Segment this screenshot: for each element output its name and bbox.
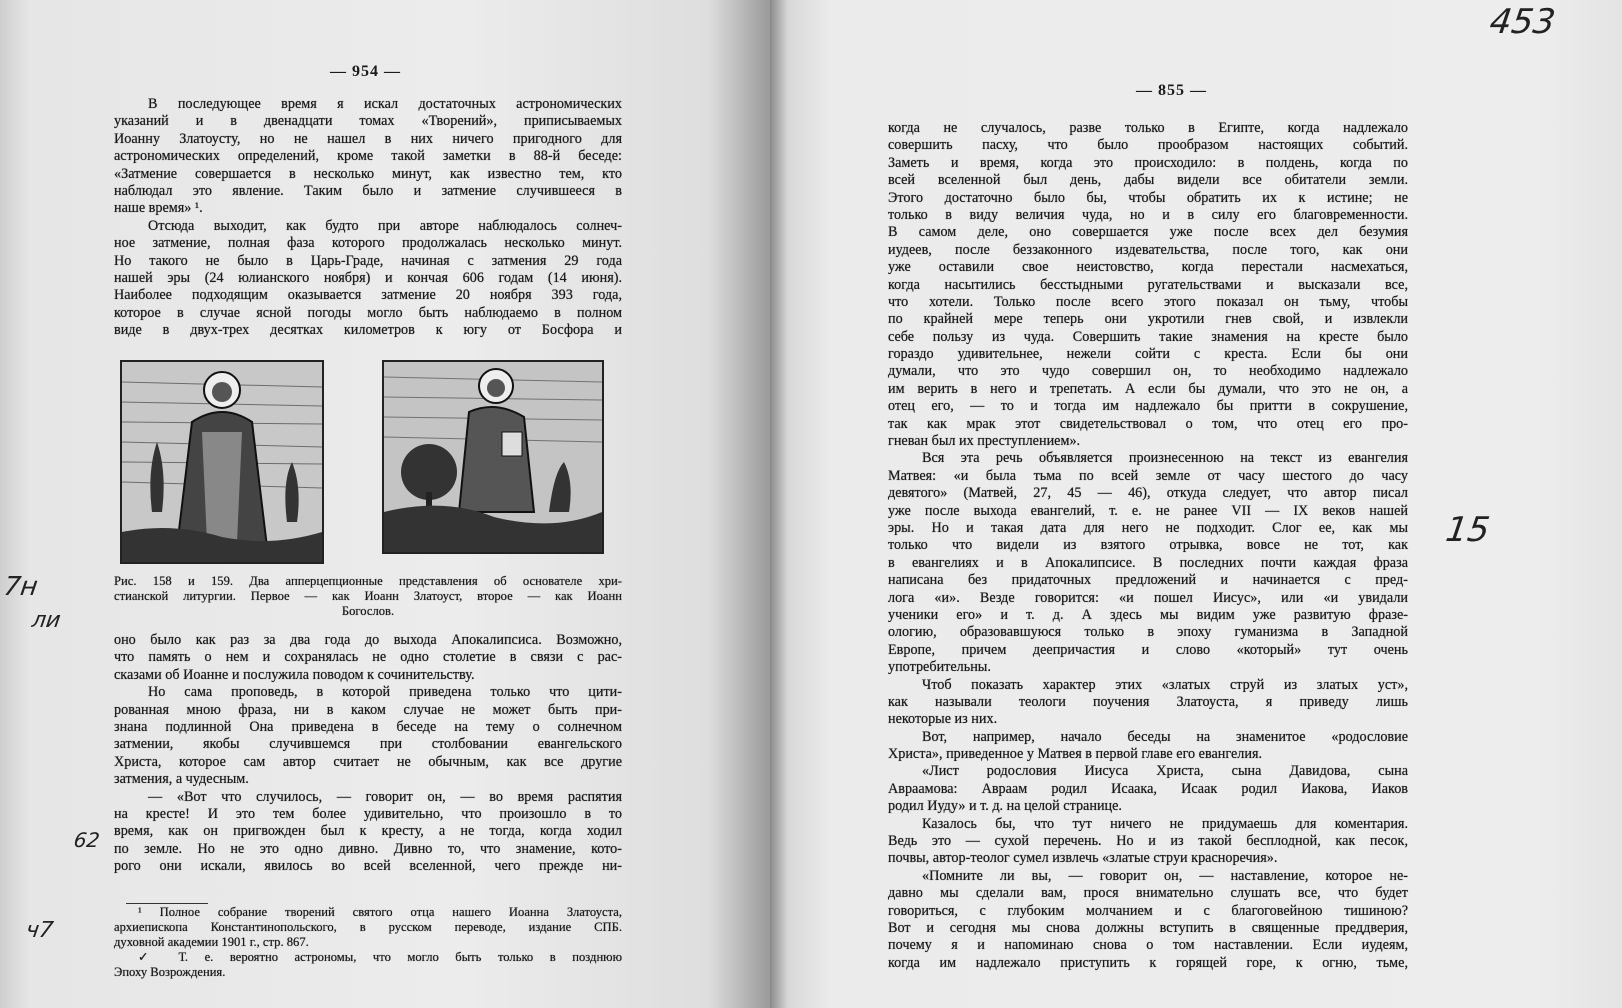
text-line: только что видели из взятого отрывка, вовсе не тот, как — [888, 537, 1408, 554]
right-text-block — [888, 120, 1408, 972]
paragraph — [114, 96, 622, 218]
text-line: давно мы сделали вам, прося внимательно слушать все, что будет — [888, 885, 1408, 902]
text-line: совершить пасху, что было прообразом настоящих событий. — [888, 137, 1408, 154]
text-line: указаний и в двенадцати томах «Творений», приписываемых — [114, 113, 622, 130]
text-line: ¹ Полное собрание творений святого отца нашего Иоанна Златоуста, — [138, 905, 622, 919]
text-line: по крайней мере теперь они укротили гнев свой, и извлекли — [888, 311, 1408, 328]
text-line: написана без придаточных предложений и начинается с пред- — [888, 572, 1408, 589]
text-line: Вот и сегодня мы снова должны вступить в священные преддверия, — [888, 919, 1408, 936]
right-page — [770, 0, 1622, 1008]
text-line: «Затмение совершается в несколько минут, как известно тем, кто — [114, 165, 622, 182]
text-line: оно было как раз за два года до выхода Апокалипсиса. Возможно, — [114, 632, 622, 648]
text-line: наблюдал это явление. Таким было и затмение случившееся в — [114, 182, 622, 199]
text-line: ✓ Т. е. вероятно астрономы, что могло быть только в позднюю — [138, 950, 622, 964]
page-number-left: — 954 — — [330, 63, 401, 80]
text-line: лога «и». Везде говорится: «и пошел Иисус», или «и увидали — [888, 589, 1408, 606]
figure-158-john-chrysostom — [120, 360, 324, 564]
paragraph — [114, 905, 622, 950]
text-line: эры. Но и такая дата для него не подходит. Слог ее, как мы — [888, 519, 1408, 536]
text-line: когда не случалось, разве только в Египте, когда надлежало — [888, 120, 1408, 136]
text-line: всей вселенной был день, дабы видели все обитатели земли. — [888, 172, 1408, 189]
text-line: «Лист родословия Иисуса Христа, сына Давидова, сына — [922, 763, 1408, 780]
text-line: по земле. Но не это одно дивно. Дивно то, что знамение, кото- — [114, 840, 622, 857]
margin-note: 62 — [72, 828, 102, 852]
text-line: Ведь это — сухой перечень. Но и из такой бесплодной, как песок, — [888, 833, 1408, 850]
text-line: ологию, образовавшуюся только в эпоху гуманизма в Западной — [888, 624, 1408, 641]
paragraph — [114, 950, 622, 980]
woodcut-saint-icon — [384, 362, 602, 552]
text-line: ное затмение, полная фаза которого продолжалась несколько минут. — [114, 235, 622, 252]
text-line: что хотели. Только после всего этого показал он тьму, чтобы — [888, 293, 1408, 310]
text-line: Заметь и время, когда это происходило: в полдень, когда по — [888, 154, 1408, 171]
paragraph — [888, 120, 1408, 450]
text-line: «Помните ли вы, — говорит он, — наставление, которое не- — [922, 867, 1408, 884]
text-line: Но такого не было в Царь-Граде, начиная с затмения 29 года — [114, 252, 622, 269]
text-line: время, как он пригвожден был к кресту, а не тогда, когда ходил — [114, 823, 622, 840]
text-line: нашей эры (24 юлианского ноября) и кончая 606 годам (14 июня). — [114, 269, 622, 286]
text-line: Вся эта речь объявляется произнесенною на текст из евангелия — [922, 450, 1408, 467]
text-line: употребительны. — [888, 659, 991, 676]
text-line: отец его, — то и тогда им надлежало бы притти в сокрушение, — [888, 398, 1408, 415]
text-line: Европе, причем деепричастия и слово «который» тут очень — [888, 641, 1408, 658]
left-page — [0, 0, 770, 1008]
figure-159-john-theologian — [382, 360, 604, 554]
caption-line: стианской литургии. Первое — как Иоанн Златоуст, второе — как Иоанн — [114, 589, 622, 603]
text-line: — «Вот что случилось, — говорит он, — во время распятия — [148, 788, 622, 805]
text-line: наше время» ¹. — [114, 200, 203, 217]
text-line: Авраамова: Авраам родил Исаака, Исаак родил Иакова, Иаков — [888, 780, 1408, 797]
text-line: духовной академии 1901 г., стр. 867. — [114, 935, 309, 949]
text-line: виде в двух-трех десятках километров к югу от Босфора и — [114, 322, 622, 339]
text-line: ученики его» и т. д. А здесь мы видим уже развитую фразе- — [888, 606, 1408, 623]
text-line: почвы, автор-теолог сумел извлечь «златые струи красноречия». — [888, 850, 1278, 867]
paragraph — [888, 450, 1408, 676]
text-line: Христа», приведенное у Матвея в первой главе его евангелия. — [888, 746, 1263, 763]
margin-note: 453 — [1487, 2, 1558, 42]
text-line: В последующее время я искал достаточных астрономических — [148, 96, 622, 112]
text-line: астрономических определений, кроме такой заметки в 88-й беседе: — [114, 148, 622, 165]
text-line: когда им надлежало приступить к горящей горе, к огню, тьме, — [888, 954, 1408, 971]
text-line: сказами об Иоанне и послужила поводом к сочинительству. — [114, 666, 475, 683]
text-line: когда насытились бесстыдными ругательствами и высказали все, — [888, 276, 1408, 293]
paragraph — [114, 632, 622, 684]
footnotes — [114, 905, 622, 980]
margin-note: ли — [30, 608, 63, 633]
text-line: Христа, которое сам автор считает не обычным, как все другие — [114, 753, 622, 770]
caption-line: Богослов. — [341, 604, 395, 618]
paragraph — [888, 677, 1408, 729]
left-text-block-2 — [114, 632, 622, 875]
text-line: некоторые из них. — [888, 711, 998, 728]
text-line: уже после выхода евангелий, т. е. не ранее VII — IX веков нашей — [888, 502, 1408, 519]
text-line: затмения, а чудесным. — [114, 771, 249, 788]
text-line: Отсюда выходит, как будто при авторе наблюдалось солнеч- — [148, 217, 622, 234]
text-line: Иоанну Златоусту, но не нашел в них ничего пригодного для — [114, 130, 622, 147]
paragraph — [114, 684, 622, 788]
left-text-block-1 — [114, 96, 622, 339]
paragraph — [114, 789, 622, 876]
paragraph — [888, 729, 1408, 764]
text-line: Казалось бы, что тут ничего не придумаешь для коментария. — [922, 815, 1408, 832]
paragraph — [888, 763, 1408, 815]
text-line: Но сама проповедь, в которой приведена только что цити- — [148, 684, 622, 701]
text-line: рованная мною фраза, ни в каком случае не может быть при- — [114, 701, 622, 718]
text-line: Вот, например, начало беседы на знаменитое «родословие — [922, 728, 1408, 745]
margin-note: 7н — [1, 572, 40, 602]
figure-caption — [114, 574, 622, 619]
text-line: так как мрак этот свидетельствовал о том, что отец его про- — [888, 415, 1408, 432]
text-line: Матвея: «и была тьма по всей земле от часу шестого до часу — [888, 467, 1408, 484]
text-line: в евангелиях и в Апокалипсисе. В последних почти каждая фраза — [888, 554, 1408, 571]
text-line: иудеев, после беззаконного издевательства, после того, как они — [888, 241, 1408, 258]
text-line: Наиболее подходящим оказывается затмение 20 ноября 393 года, — [114, 287, 622, 304]
text-line: гораздо удивительнее, нежели сойти с креста. Если бы они — [888, 346, 1408, 363]
text-line: как называли теологи поучения Златоуста, я приведу лишь — [888, 693, 1408, 710]
text-line: им верить в него и трепетать. А если бы думали, что это не он, а — [888, 380, 1408, 397]
text-line: уже оставили свое неистовство, когда перестали насмехаться, — [888, 259, 1408, 276]
text-line: Этого достаточно было бы, чтобы обратить их к истине; не — [888, 189, 1408, 206]
paragraph — [888, 868, 1408, 972]
text-line: себе пользу из чуда. Совершить такие знамения на кресте было — [888, 328, 1408, 345]
text-line: затмении, якобы случившемся при столбовании евангельского — [114, 736, 622, 753]
text-line: гневан был их преступлением». — [888, 433, 1081, 450]
margin-note: 15 — [1443, 510, 1493, 550]
text-line: что память о нем и сохранялась не одно столетие в связи с рас- — [114, 649, 622, 666]
page-number-right: — 855 — — [1136, 82, 1207, 99]
text-line: архиепископа Константинопольского, в русском переводе, издание СПБ. — [114, 920, 622, 934]
text-line: Чтоб показать характер этих «златых струй из златых уст», — [922, 676, 1408, 693]
text-line: думали, что это чудо совершил он, то необходимо надлежало — [888, 363, 1408, 380]
text-line: говориться, с глубоким молчанием и с благоговейною тишиною? — [888, 902, 1408, 919]
text-line: рого они искали, явилось во всей вселенной, чего прежде ни- — [114, 858, 622, 875]
paragraph — [888, 816, 1408, 868]
text-line: знана подлинной Она приведена в беседе на тему о солнечном — [114, 718, 622, 735]
text-line: на кресте! И это тем более удивительно, что произошло в то — [114, 805, 622, 822]
text-line: родил Иуду» и т. д. на целой странице. — [888, 798, 1122, 815]
text-line: В самом деле, оно совершается уже после всех дел безумия — [888, 224, 1408, 241]
text-line: Эпоху Возрождения. — [114, 965, 226, 979]
text-line: которое в случае ясной погоды могло быть наблюдаемо в полном — [114, 304, 622, 321]
margin-note: ч7 — [24, 918, 55, 943]
caption-line: Рис. 158 и 159. Два апперцепционные представления об основателе хри- — [114, 574, 622, 588]
footnote-rule — [126, 903, 208, 904]
text-line: почему я и напоминаю снова о том наставлении. Если иудеям, — [888, 937, 1408, 954]
paragraph — [114, 218, 622, 340]
text-line: девятого» (Матвей, 27, 45 — 46), откуда следует, что автор писал — [888, 485, 1408, 502]
woodcut-saint-icon — [122, 362, 322, 562]
text-line: только в виду величия чуда, но и в силу его благовременности. — [888, 206, 1408, 223]
